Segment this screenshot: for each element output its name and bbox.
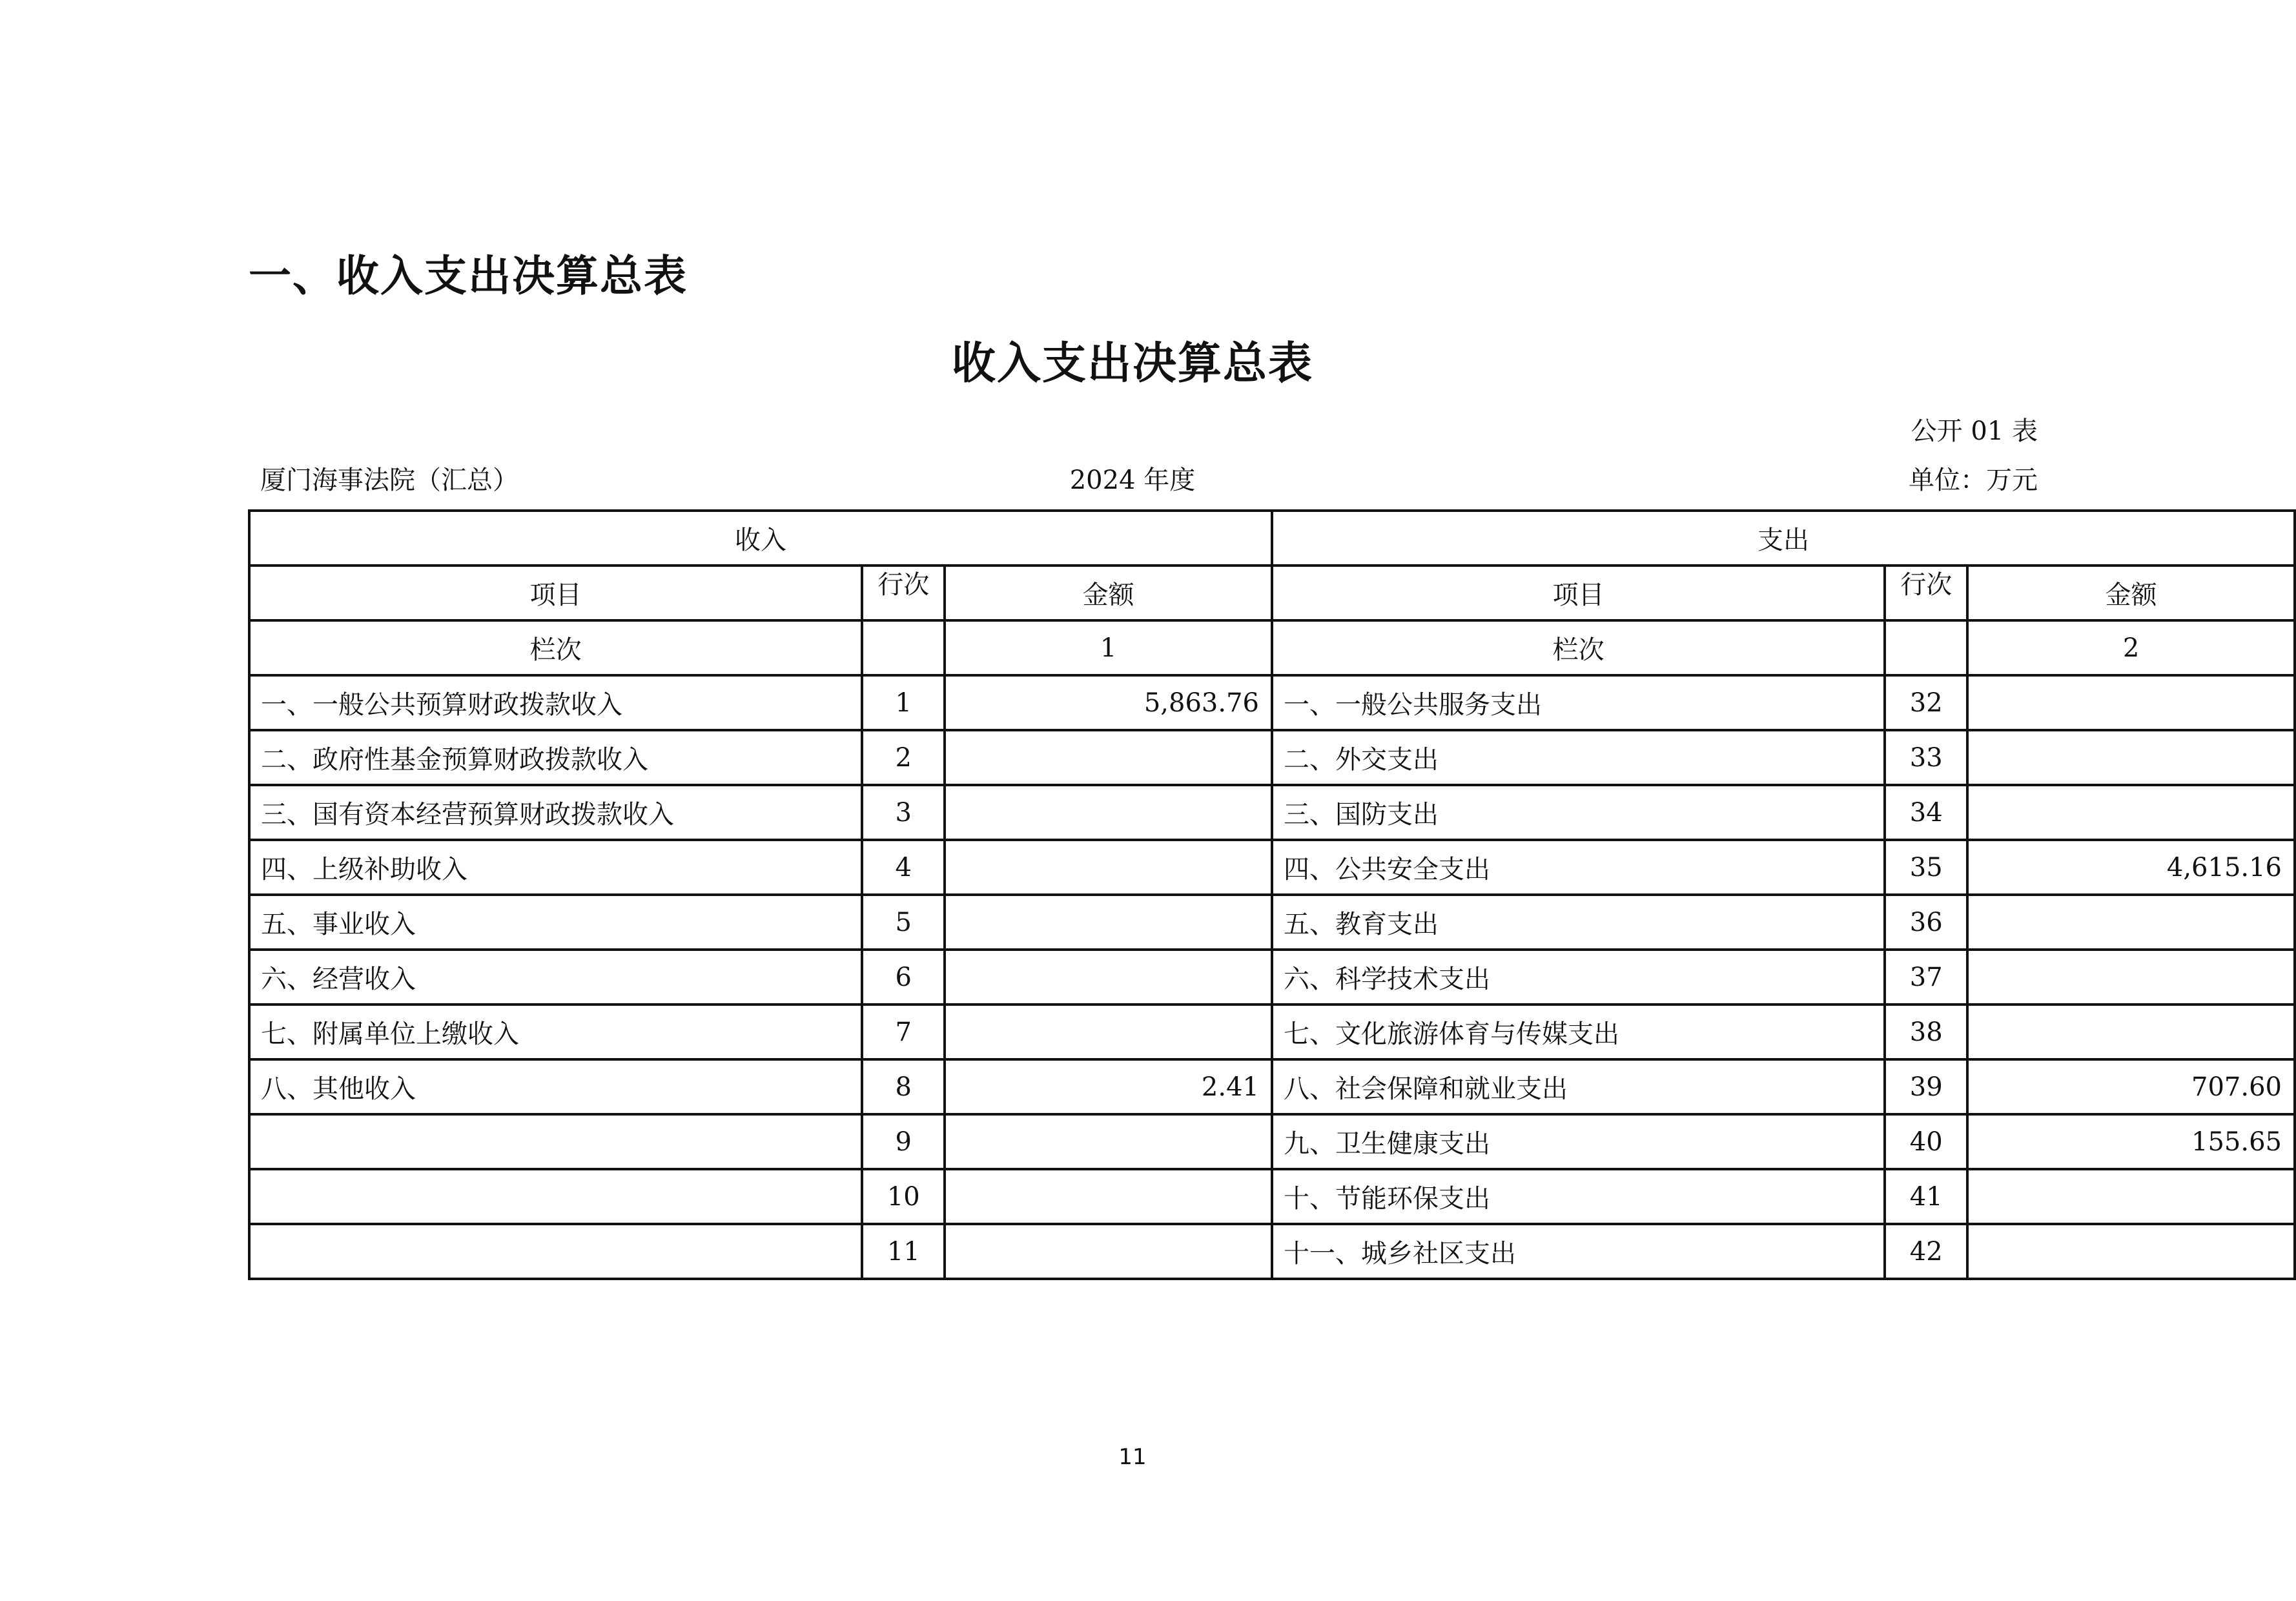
income-header: 收入 [249,511,1272,566]
expense-amount [1967,1224,2295,1279]
unit-name: 厦门海事法院（汇总） [260,465,518,495]
table-row [249,730,2295,785]
expense-row-number: 35 [1885,840,1967,895]
form-number: 公开 01 表 [1911,416,2038,446]
table-row [249,1224,2295,1279]
income-item [249,1169,862,1224]
expense-item: 九、卫生健康支出 [1272,1114,1885,1169]
income-amount [945,1114,1272,1169]
table-row [249,675,2295,730]
expense-row-number: 42 [1885,1224,1967,1279]
income-amount-header: 金额 [945,566,1272,620]
income-row-number: 3 [862,785,945,840]
expense-amount [1967,895,2295,950]
expense-item: 五、教育支出 [1272,895,1885,950]
income-item: 三、国有资本经营预算财政拨款收入 [249,785,862,840]
expense-amount [1967,785,2295,840]
expense-amount: 155.65 [1967,1114,2295,1169]
income-row-number: 11 [862,1224,945,1279]
expense-amount [1967,1004,2295,1059]
expense-header: 支出 [1272,511,2295,566]
income-item: 八、其他收入 [249,1059,862,1114]
page-number: 11 [1118,1444,1147,1470]
table-row [249,1059,2295,1114]
income-row-number: 5 [862,895,945,950]
expense-item: 一、一般公共服务支出 [1272,675,1885,730]
income-item: 一、一般公共预算财政拨款收入 [249,675,862,730]
income-row-number: 1 [862,675,945,730]
expense-item: 八、社会保障和就业支出 [1272,1059,1885,1114]
income-row-number: 9 [862,1114,945,1169]
income-item [249,1114,862,1169]
expense-row-number: 36 [1885,895,1967,950]
expense-rowno-header: 行次 [1885,566,1967,620]
income-item: 四、上级补助收入 [249,840,862,895]
expense-amount-header: 金额 [1967,566,2295,620]
income-amount [945,1004,1272,1059]
income-item [249,1224,862,1279]
expense-item: 四、公共安全支出 [1272,840,1885,895]
expense-item: 十一、城乡社区支出 [1272,1224,1885,1279]
expense-row-number: 40 [1885,1114,1967,1169]
expense-row-number: 41 [1885,1169,1967,1224]
income-amount: 2.41 [945,1059,1272,1114]
income-expense-table [248,509,2296,1280]
expense-row-number: 32 [1885,675,1967,730]
income-row-number: 8 [862,1059,945,1114]
income-amount [945,895,1272,950]
income-row-number: 7 [862,1004,945,1059]
header-row-columns [249,566,2295,620]
income-row-number: 6 [862,950,945,1004]
header-row-column-numbers [249,620,2295,675]
expense-row-number: 33 [1885,730,1967,785]
table-row [249,1114,2295,1169]
expense-column-label: 栏次 [1272,620,1885,675]
income-amount [945,950,1272,1004]
income-rowno-blank [862,620,945,675]
expense-amount: 707.60 [1967,1059,2295,1114]
income-row-number: 10 [862,1169,945,1224]
income-amount: 5,863.76 [945,675,1272,730]
expense-item: 二、外交支出 [1272,730,1885,785]
expense-item: 十、节能环保支出 [1272,1169,1885,1224]
expense-column-number: 2 [1967,620,2295,675]
expense-amount [1967,675,2295,730]
income-amount [945,1224,1272,1279]
income-column-label: 栏次 [249,620,862,675]
income-item: 六、经营收入 [249,950,862,1004]
income-item: 二、政府性基金预算财政拨款收入 [249,730,862,785]
expense-rowno-blank [1885,620,1967,675]
income-row-number: 4 [862,840,945,895]
expense-item: 七、文化旅游体育与传媒支出 [1272,1004,1885,1059]
expense-row-number: 34 [1885,785,1967,840]
expense-amount [1967,950,2295,1004]
income-column-number: 1 [945,620,1272,675]
table-row [249,785,2295,840]
table-row [249,950,2295,1004]
expense-row-number: 38 [1885,1004,1967,1059]
expense-item-header: 项目 [1272,566,1885,620]
currency-unit: 单位：万元 [1909,465,2038,495]
table-row [249,895,2295,950]
header-row-group [249,511,2295,566]
expense-item: 三、国防支出 [1272,785,1885,840]
expense-row-number: 39 [1885,1059,1967,1114]
income-amount [945,840,1272,895]
expense-amount: 4,615.16 [1967,840,2295,895]
income-row-number: 2 [862,730,945,785]
expense-amount [1967,730,2295,785]
expense-amount [1967,1169,2295,1224]
table-row [249,1169,2295,1224]
income-item: 五、事业收入 [249,895,862,950]
fiscal-year: 2024 年度 [1069,465,1196,495]
table-row [249,840,2295,895]
income-amount [945,1169,1272,1224]
table-row [249,1004,2295,1059]
expense-row-number: 37 [1885,950,1967,1004]
section-title: 一、收入支出决算总表 [249,251,688,301]
income-amount [945,730,1272,785]
income-item: 七、附属单位上缴收入 [249,1004,862,1059]
income-rowno-header: 行次 [862,566,945,620]
expense-item: 六、科学技术支出 [1272,950,1885,1004]
income-item-header: 项目 [249,566,862,620]
income-amount [945,785,1272,840]
table-title: 收入支出决算总表 [951,338,1313,389]
